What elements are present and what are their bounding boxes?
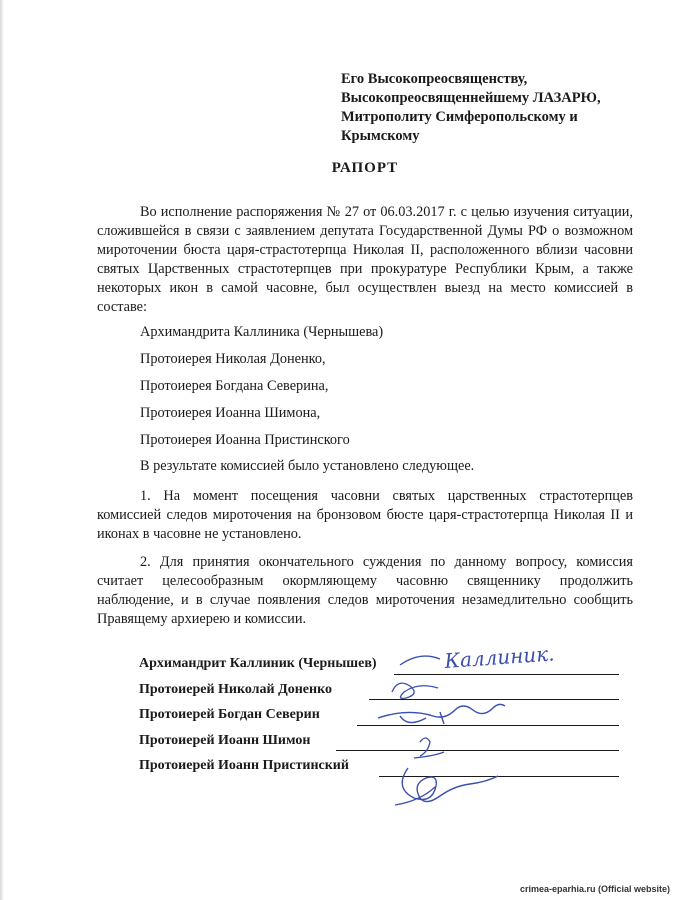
addressee-line: Крымскому <box>341 128 420 144</box>
finding-1: 1. На момент посещения часовни святых царственных страстотерпцев комиссией следов мироточения на бронзовом бюсте царя-страстотерпца Николая II и иконах в часовне не установлено. <box>97 488 633 542</box>
signatory-name: Архимандрит Каллиник (Чернышев) <box>139 656 377 671</box>
addressee-block <box>341 70 681 146</box>
member-item: Протоиерея Богдана Северина, <box>140 378 329 394</box>
finding-2: 2. Для принятия окончательного суждения по данному вопросу, комиссия считает целесообразным окормляющему часовню священнику продолжить наблюдение, и в случае появления следов мироточения незамедлительно сообщить Правящему архиерею и комиссии. <box>97 554 633 627</box>
signature-stroke <box>395 787 435 805</box>
signature-block <box>139 656 639 784</box>
signature-row <box>139 656 639 682</box>
intro-paragraph: Во исполнение распоряжения № 27 от 06.03.2017 г. с целью изучения ситуации, сложившейся в связи с заявлением депутата Государственной Думы РФ о возможном мироточении бюста царя-страстотерпца Николая II, расположенного вблизи часовни святых Царственных страстотерпцев при прокуратуре Республики Крым, а также некоторых икон в самой часовне, был осуществлен выезд на место комиссией в составе: <box>97 204 633 315</box>
result-intro: В результате комиссией было установлено следующее. <box>140 458 475 474</box>
signatory-name: Протоиерей Николай Доненко <box>139 681 332 697</box>
scan-edge <box>0 0 4 900</box>
member-item: Архимандрита Каллиника (Чернышева) <box>140 324 384 340</box>
source-watermark: crimea-eparhia.ru (Official website) <box>520 884 671 894</box>
addressee-line: Высокопреосвященнейшему ЛАЗАРЮ, <box>341 90 601 106</box>
signature-line <box>336 750 619 751</box>
document-title: РАПОРТ <box>331 160 399 176</box>
member-item: Протоиерея Иоанна Пристинского <box>140 432 350 448</box>
signature-row <box>139 682 639 708</box>
addressee-line: Его Высокопреосвященству, <box>341 71 528 87</box>
member-item: Протоиерея Иоанна Шимона, <box>140 405 321 421</box>
signatory-name: Протоиерей Иоанн Шимон <box>139 732 311 748</box>
addressee-line: Митрополиту Симферопольскому и <box>341 109 578 125</box>
signatory-name: Протоиерей Богдан Северин <box>139 707 320 722</box>
signature-line <box>394 674 619 675</box>
signature-line <box>357 725 619 726</box>
commission-members-list <box>140 323 620 458</box>
signature-row <box>139 707 639 733</box>
signature-row <box>139 733 639 759</box>
signature-line <box>379 776 619 777</box>
member-item: Протоиерея Николая Доненко, <box>140 351 326 367</box>
signature-line <box>369 699 619 700</box>
signatory-name: Протоиерей Иоанн Пристинский <box>139 758 349 773</box>
handwritten-signature-1: Каллиник. <box>443 641 556 673</box>
signature-row <box>139 758 639 784</box>
